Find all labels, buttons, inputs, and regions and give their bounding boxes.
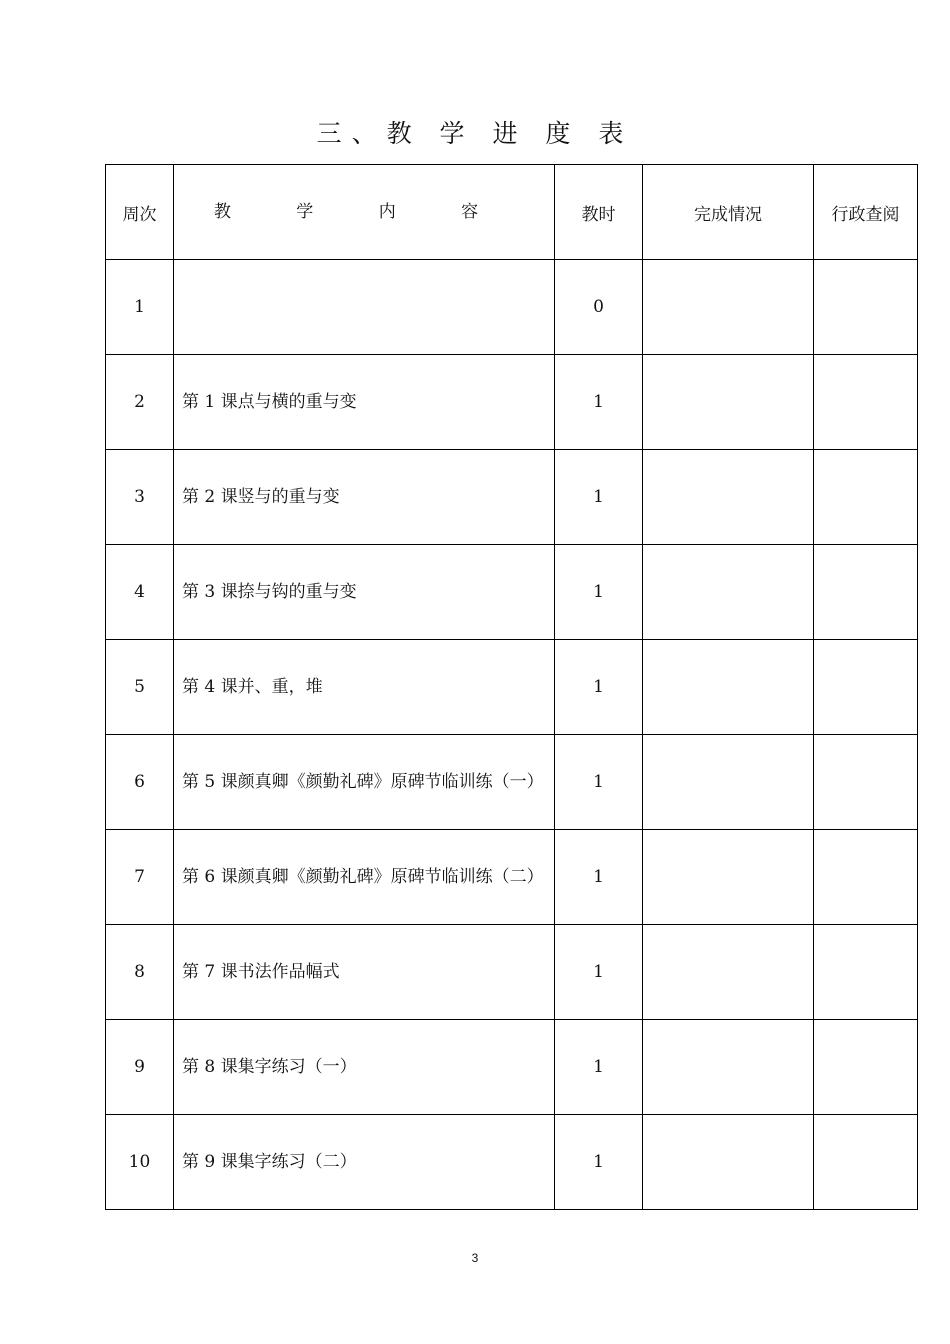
table-row [106, 260, 918, 355]
cell-week: 1 [106, 260, 174, 355]
cell-admin [814, 1020, 918, 1115]
cell-status [643, 355, 814, 450]
cell-status [643, 1020, 814, 1115]
cell-status [643, 735, 814, 830]
cell-week: 9 [106, 1020, 174, 1115]
cell-status [643, 830, 814, 925]
cell-admin [814, 640, 918, 735]
cell-hours: 0 [555, 260, 643, 355]
cell-admin [814, 355, 918, 450]
cell-admin [814, 925, 918, 1020]
cell-status [643, 450, 814, 545]
cell-content: 第 7 课书法作品幅式 [174, 925, 555, 1020]
table-row [106, 1020, 918, 1115]
cell-admin [814, 830, 918, 925]
cell-status [643, 640, 814, 735]
cell-status [643, 1115, 814, 1210]
cell-hours: 1 [555, 1020, 643, 1115]
cell-hours: 1 [555, 1115, 643, 1210]
cell-hours: 1 [555, 925, 643, 1020]
cell-content: 第 4 课并、重，堆 [174, 640, 555, 735]
cell-content: 第 6 课颜真卿《颜勤礼碑》原碑节临训练（二） [174, 830, 555, 925]
cell-admin [814, 545, 918, 640]
cell-week: 5 [106, 640, 174, 735]
table-row [106, 355, 918, 450]
cell-content: 第 2 课竖与的重与变 [174, 450, 555, 545]
cell-content: 第 5 课颜真卿《颜勤礼碑》原碑节临训练（一） [174, 735, 555, 830]
page-title: 三、教 学 进 度 表 [316, 119, 634, 148]
table-row [106, 545, 918, 640]
header-hours: 教时 [555, 165, 643, 260]
cell-hours: 1 [555, 640, 643, 735]
header-admin: 行政查阅 [814, 165, 918, 260]
schedule-table [105, 164, 918, 1210]
table-row [106, 1115, 918, 1210]
cell-status [643, 260, 814, 355]
cell-admin [814, 450, 918, 545]
cell-hours: 1 [555, 830, 643, 925]
cell-admin [814, 260, 918, 355]
cell-week: 10 [106, 1115, 174, 1210]
cell-content: 第 3 课捺与钩的重与变 [174, 545, 555, 640]
cell-status [643, 925, 814, 1020]
table-row [106, 640, 918, 735]
cell-week: 7 [106, 830, 174, 925]
cell-content: 第 9 课集字练习（二） [174, 1115, 555, 1210]
header-week: 周次 [106, 165, 174, 260]
cell-hours: 1 [555, 355, 643, 450]
page-number: 3 [471, 1251, 479, 1265]
cell-hours: 1 [555, 545, 643, 640]
table-row [106, 830, 918, 925]
cell-content: 第 8 课集字练习（一） [174, 1020, 555, 1115]
cell-week: 4 [106, 545, 174, 640]
table-row [106, 925, 918, 1020]
cell-status [643, 545, 814, 640]
cell-content [174, 260, 555, 355]
cell-week: 2 [106, 355, 174, 450]
cell-content: 第 1 课点与横的重与变 [174, 355, 555, 450]
table-row [106, 450, 918, 545]
cell-admin [814, 1115, 918, 1210]
cell-week: 3 [106, 450, 174, 545]
cell-hours: 1 [555, 735, 643, 830]
table-header-row [106, 165, 918, 260]
cell-week: 8 [106, 925, 174, 1020]
cell-week: 6 [106, 735, 174, 830]
cell-admin [814, 735, 918, 830]
header-status: 完成情况 [643, 165, 814, 260]
table-row [106, 735, 918, 830]
header-content: 教 学 内 容 [174, 165, 555, 260]
cell-hours: 1 [555, 450, 643, 545]
